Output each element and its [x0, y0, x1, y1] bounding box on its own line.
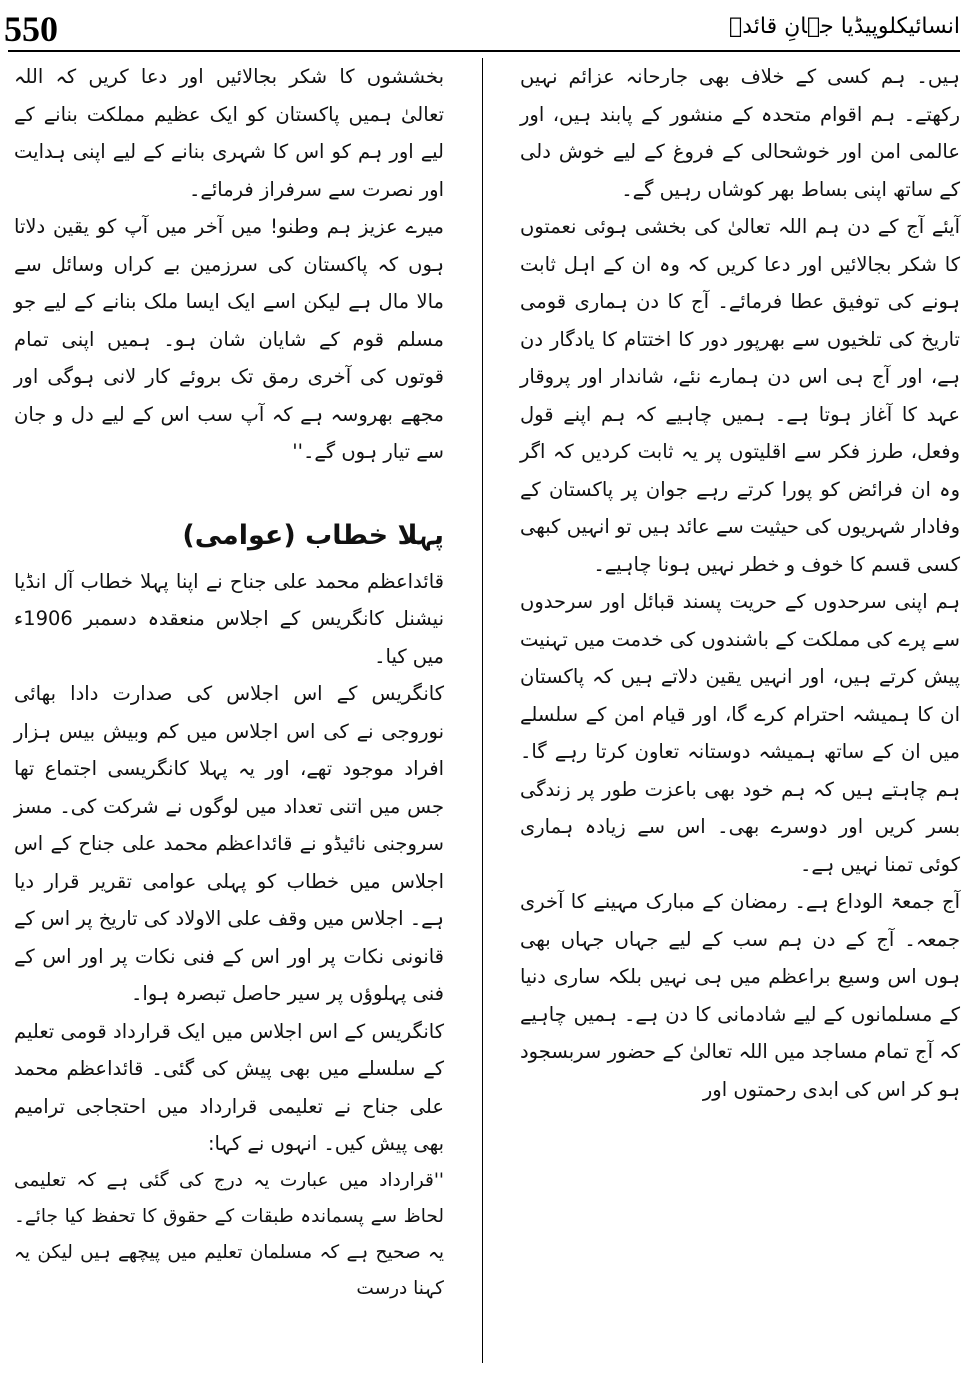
column-divider: [482, 58, 483, 1363]
paragraph: کانگریس کے اس اجلاس میں ایک قرارداد قومی تعلیم کے سلسلے میں بھی پیش کی گئی۔ قائداعظم محمد علی جناح نے تعلیمی قرارداد میں احتجاجی ترامیم بھی پیش کیں۔ انہوں نے کہا:: [14, 1019, 444, 1155]
block-quote: ''قرارداد میں عبارت یہ درج کی گئی ہے کہ تعلیمی لحاظ سے پسماندہ طبقات کے حقوق کا تحفظ کیا جائے۔ یہ صحیح ہے کہ مسلمان تعلیم میں پیچھے ہیں لیکن یہ کہنا درست: [14, 1169, 444, 1299]
section-heading: پہلا خطاب (عوامی): [182, 519, 444, 551]
paragraph: آج جمعۃ الوداع ہے۔ رمضان کے مبارک مہینے کا آخری جمعہ۔ آج کے دن ہم سب کے لیے جہاں جہاں بھی ہوں اس وسیع براعظم میں ہی نہیں بلکہ ساری دنیا کے مسلمانوں کے لیے شادمانی کا دن ہے۔ ہمیں چاہیے کہ آج تمام مساجد میں اللہ تعالیٰ کے حضور سربسجود ہو کر اس کی ابدی رحمتوں اور: [520, 890, 960, 1101]
running-title: انسائیکلوپیڈیا جہانِ قائدؒ: [729, 14, 960, 39]
page-number: 550: [4, 9, 58, 49]
page-header: [0, 0, 968, 50]
right-column: [520, 58, 960, 1108]
left-column: [14, 58, 444, 1307]
paragraph: میرے عزیز ہم وطنو! میں آخر میں آپ کو یقین دلاتا ہوں کہ پاکستان کی سرزمین بے کراں وسائل سے مالا مال ہے لیکن اسے ایک ایسا ملک بنانے کے لیے جو مسلم قوم کے شایان شان ہو۔ ہمیں اپنی تمام قوتوں کی آخری رمق تک بروئے کار لانی ہوگی اور مجھے بھروسہ ہے کہ آپ سب اس کے لیے دل و جان سے تیار ہوں گے۔'': [14, 215, 444, 463]
paragraph: بخششوں کا شکر بجالائیں اور دعا کریں کہ اللہ تعالیٰ ہمیں پاکستان کو ایک عظیم مملکت بنانے کے لیے اور ہم کو اس کا شہری بنانے کے لیے اپنی ہدایت اور نصرت سے سرفراز فرمائے۔: [14, 65, 444, 201]
paragraph: ہیں۔ ہم کسی کے خلاف بھی جارحانہ عزائم نہیں رکھتے۔ ہم اقوام متحدہ کے منشور کے پابند ہیں، اور عالمی امن اور خوشحالی کے فروغ کے لیے خوش دلی کے ساتھ اپنی بساط بھر کوشاں رہیں گے۔: [520, 65, 960, 201]
paragraph: آیئے آج کے دن ہم اللہ تعالیٰ کی بخشی ہوئی نعمتوں کا شکر بجالائیں اور دعا کریں کہ وہ ان کے اہل ثابت ہونے کی توفیق عطا فرمائے۔ آج کا دن ہماری قومی تاریخ کی تلخیوں سے بھرپور دور کا اختتام کا یادگار دن ہے، اور آج ہی اس دن ہمارے نئے، شاندار اور پروقار عہد کا آغاز ہوتا ہے۔ ہمیں چاہیے کہ ہم اپنے قول وفعل، طرز فکر سے اقلیتوں پر یہ ثابت کردیں کہ اگر وہ ان فرائض کو پورا کرتے رہے جوان پر پاکستان کے وفادار شہریوں کی حیثیت سے عائد ہیں تو انہیں کبھی کسی قسم کا خوف و خطر نہیں ہونا چاہیے۔: [520, 215, 960, 576]
paragraph: کانگریس کے اس اجلاس کی صدارت دادا بھائی نوروجی نے کی اس اجلاس میں کم وبیش بیس ہزار افراد موجود تھے، اور یہ پہلا کانگریسی اجتماع تھا جس میں اتنی تعداد میں لوگوں نے شرکت کی۔ مسز سروجنی نائیڈو نے قائداعظم محمد علی جناح کے اس اجلاس میں خطاب کو پہلی عوامی تقریر قرار دیا ہے۔ اجلاس میں وقف علی الاولاد کی تاریخ پر اس کے قانونی نکات پر اور اس کے فنی نکات پر اور اس کے فنی پہلوؤں پر سیر حاصل تبصرہ ہوا۔: [14, 682, 444, 1005]
paragraph: قائداعظم محمد علی جناح نے اپنا پہلا خطاب آل انڈیا نیشنل کانگریس کے اجلاس منعقدہ دسمبر 1906ء میں کیا۔: [14, 569, 444, 668]
paragraph: ہم اپنی سرحدوں کے حریت پسند قبائل اور سرحدوں سے پرے کی مملکت کے باشندوں کی خدمت میں تہنیت پیش کرتے ہیں، اور انہیں یقین دلاتے ہیں کہ پاکستان ان کا ہمیشہ احترام کرے گا، اور قیام امن کے سلسلے میں ان کے ساتھ ہمیشہ دوستانہ تعاون کرتا رہے گا۔ ہم چاہتے ہیں کہ ہم خود بھی باعزت طور پر زندگی بسر کریں اور دوسرے بھی۔ اس سے زیادہ ہماری کوئی تمنا نہیں ہے۔: [520, 590, 960, 876]
header-rule: [8, 50, 960, 52]
